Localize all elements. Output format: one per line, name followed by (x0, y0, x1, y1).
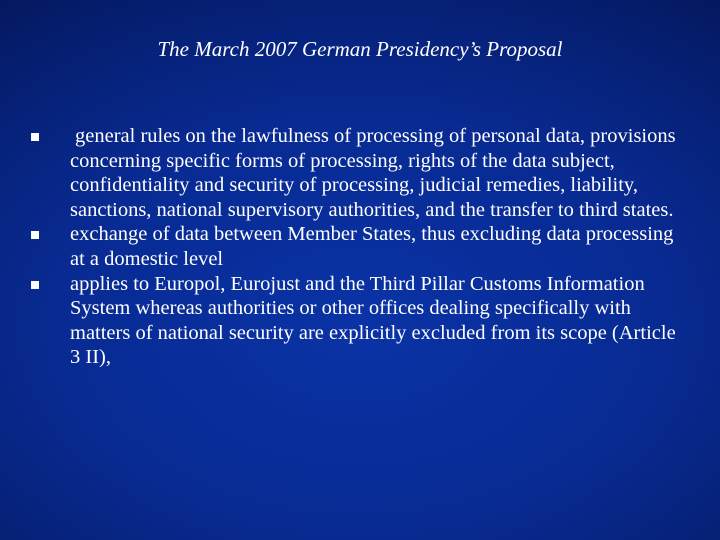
bullet-text: applies to Europol, Eurojust and the Third Pillar Customs Information System whereas authorities or other offices dealing specifically with matters of national security are explicitly excluded from its scope (Article 3 II), (70, 272, 676, 369)
slide-title: The March 2007 German Presidency’s Proposal (157, 37, 563, 61)
bullet-text: exchange of data between Member States, thus excluding data processing at a domestic level (70, 223, 674, 270)
bullet-item (30, 222, 690, 271)
bullet-item (30, 272, 690, 370)
square-bullet-icon (31, 281, 39, 289)
bullet-item (30, 124, 690, 222)
square-bullet-icon (31, 133, 39, 141)
bullet-text: general rules on the lawfulness of processing of personal data, provisions concerning specific forms of processing, rights of the data subject, confidentiality and security of processing, judicial remedies, liability, sanctions, national supervisory authorities, and the transfer to third states. (70, 125, 676, 221)
square-bullet-icon (31, 231, 39, 239)
bullet-list (30, 124, 690, 370)
